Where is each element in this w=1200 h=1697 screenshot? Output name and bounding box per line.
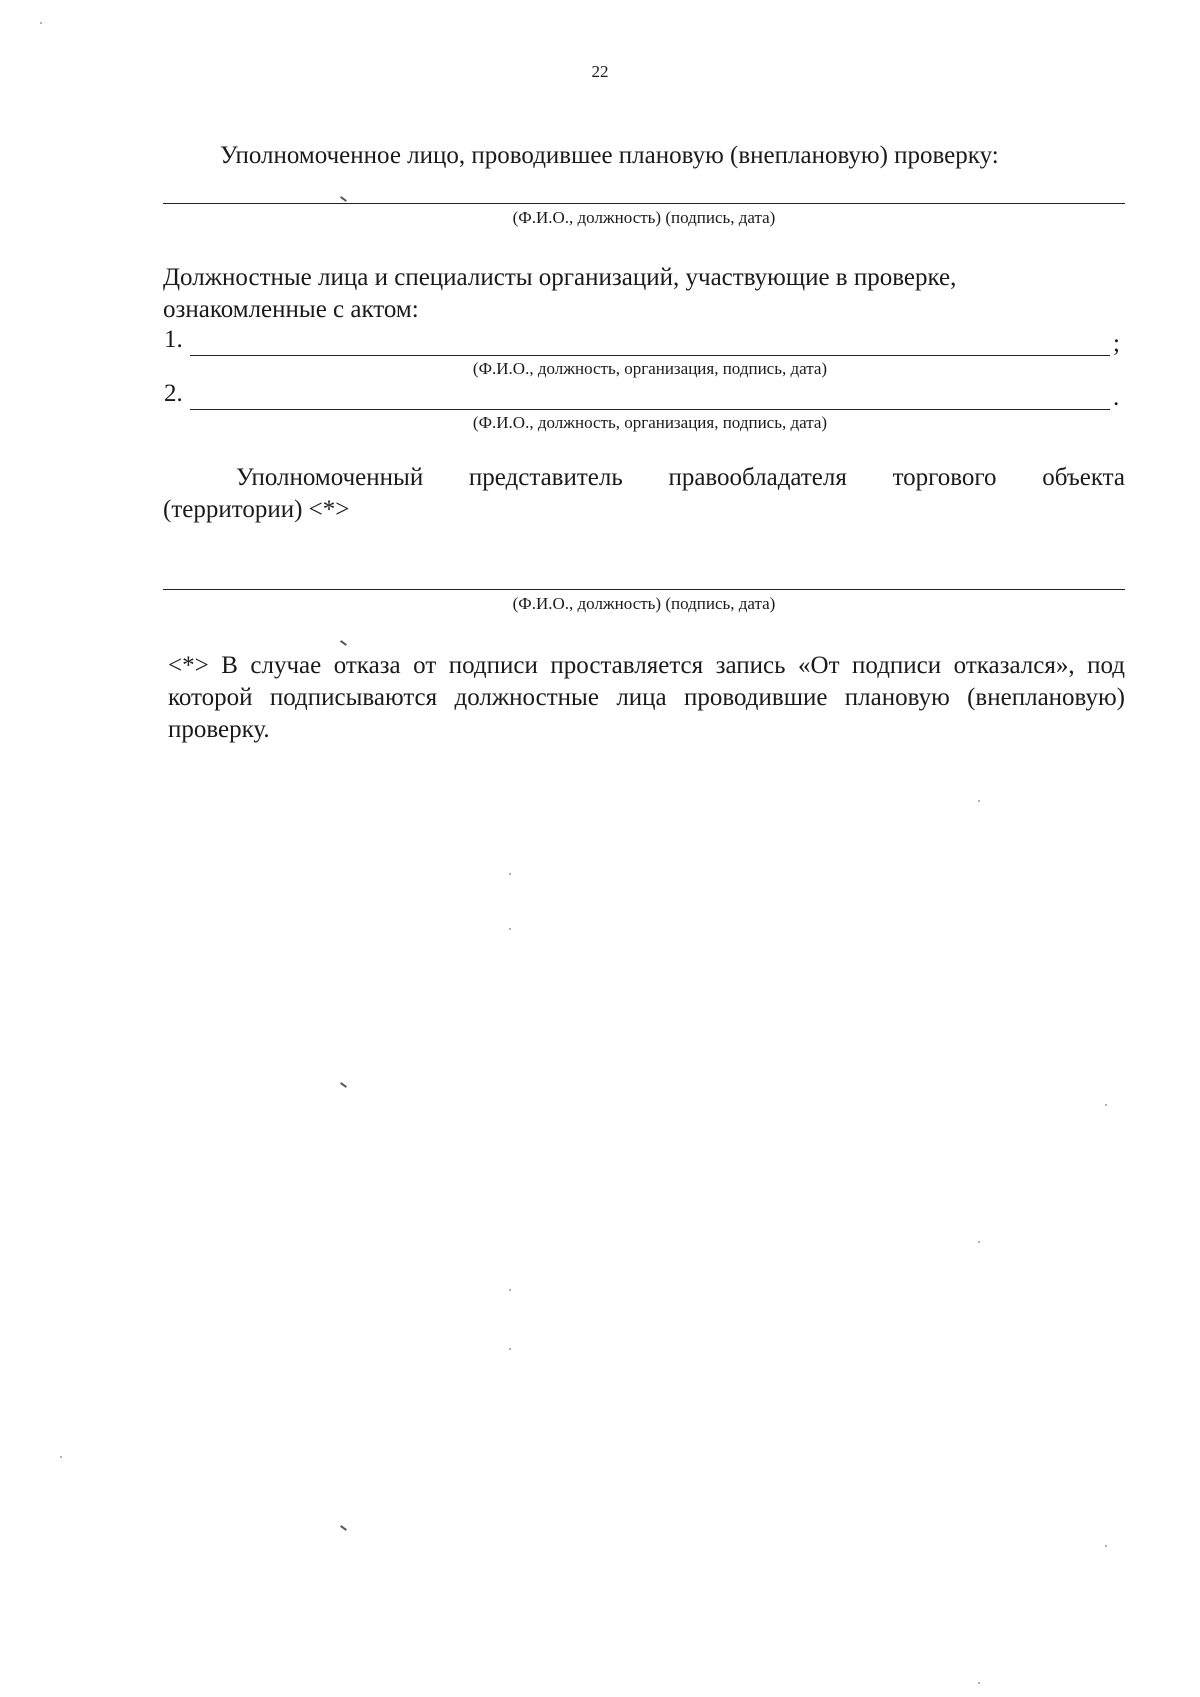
scan-mark bbox=[340, 1525, 347, 1531]
scan-mark bbox=[340, 196, 347, 202]
participant-1-caption: (Ф.И.О., должность, организация, подпись, дата) bbox=[472, 359, 828, 378]
representative-word: представитель bbox=[468, 464, 623, 491]
participant-1-signature-line bbox=[190, 355, 1110, 356]
page-number: 22 bbox=[591, 62, 609, 81]
scan-speck bbox=[509, 1289, 511, 1291]
representative-signature-caption: (Ф.И.О., должность) (подпись, дата) bbox=[512, 594, 776, 613]
inspector-heading: Уполномоченное лицо, проводившее плановую (внеплановую) проверку: bbox=[220, 142, 999, 169]
scan-speck bbox=[978, 1241, 980, 1243]
inspector-signature-line bbox=[163, 203, 1125, 204]
scan-speck bbox=[509, 1348, 511, 1350]
representative-word: объекта bbox=[1042, 464, 1125, 491]
scan-speck bbox=[978, 1682, 980, 1684]
participants-heading-line2: ознакомленные с актом: bbox=[163, 296, 419, 323]
representative-line1 bbox=[236, 464, 1125, 492]
participant-1-end-mark: ; bbox=[1113, 330, 1120, 357]
scan-speck bbox=[509, 873, 511, 875]
representative-signature-line bbox=[163, 589, 1125, 590]
representative-line2: (территории) <*> bbox=[163, 496, 350, 523]
participant-2-caption: (Ф.И.О., должность, организация, подпись, дата) bbox=[472, 413, 828, 432]
scan-speck bbox=[1105, 1545, 1107, 1547]
representative-word: правообладателя bbox=[668, 464, 847, 491]
inspector-signature-caption: (Ф.И.О., должность) (подпись, дата) bbox=[512, 208, 776, 227]
participant-1-number: 1. bbox=[164, 326, 183, 353]
scan-speck bbox=[40, 22, 42, 24]
participant-2-end-mark: . bbox=[1113, 384, 1120, 411]
scan-mark bbox=[340, 640, 347, 646]
scan-speck bbox=[509, 928, 511, 930]
representative-word: торгового bbox=[892, 464, 997, 491]
participants-heading-line1: Должностные лица и специалисты организаций, участвующие в проверке, bbox=[163, 264, 957, 291]
participant-2-signature-line bbox=[190, 409, 1110, 410]
participant-2-number: 2. bbox=[164, 380, 183, 407]
scan-speck bbox=[1105, 1104, 1107, 1106]
footnote-text: <*> В случае отказа от подписи проставляется запись «От подписи отказался», под которой подписываются должностные лица проводившие плановую (внеплановую) проверку. bbox=[168, 652, 1125, 743]
scan-mark bbox=[340, 1082, 347, 1088]
scan-speck bbox=[60, 1456, 62, 1458]
representative-word: Уполномоченный bbox=[236, 464, 424, 491]
scan-speck bbox=[978, 800, 980, 802]
